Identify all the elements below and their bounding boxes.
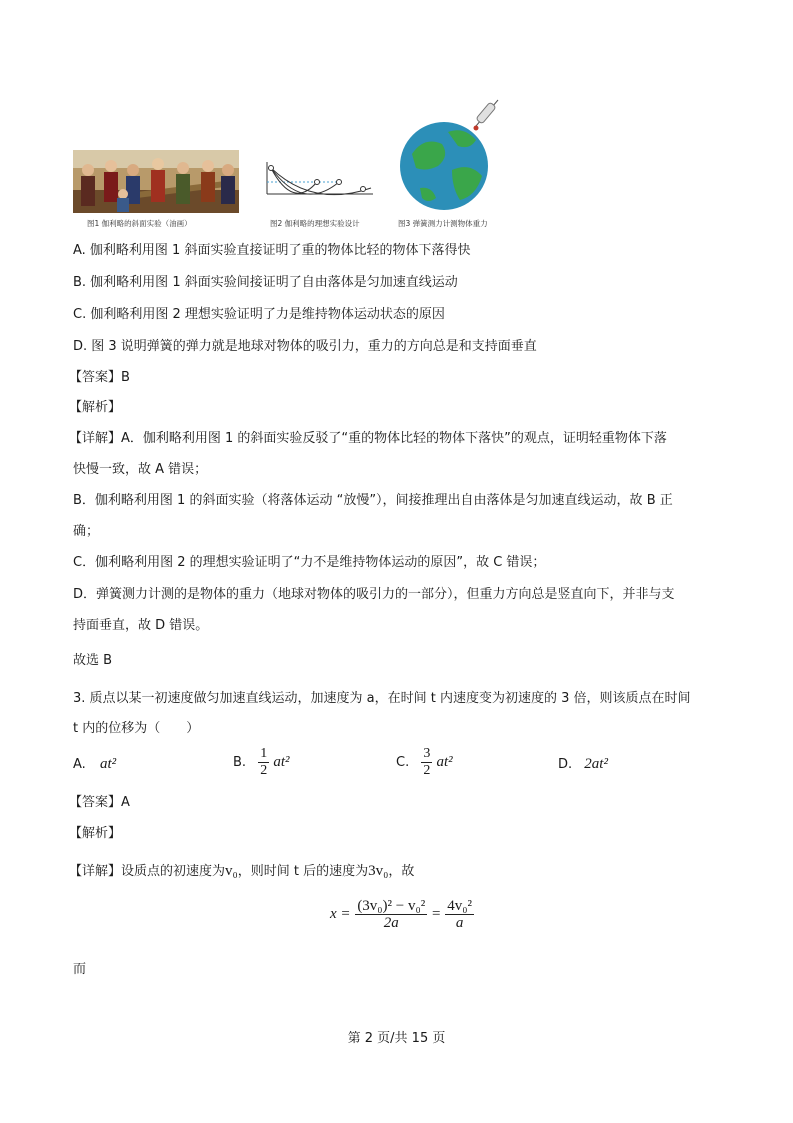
q3-stem-line-2: t 内的位移为（ ） bbox=[73, 721, 200, 736]
q3-option-b-fraction bbox=[258, 746, 269, 779]
q3-option-b-denominator: 2 bbox=[260, 763, 268, 778]
q3-option-c-numerator: 3 bbox=[423, 746, 431, 761]
figure-1-painting bbox=[73, 150, 239, 213]
q2-explain-line-6: D．弹簧测力计测的是物体的重力（地球对物体的吸引力的一部分），但重力方向总是竖直向下，并非与支 bbox=[73, 587, 675, 602]
q3-option-d bbox=[558, 756, 608, 773]
q3-formula-lhs: x = bbox=[330, 906, 351, 922]
q3-formula-equals: = bbox=[432, 906, 441, 922]
figure-1-caption: 图1 伽利略的斜面实验（油画） bbox=[87, 219, 192, 228]
q2-option-d: D. 图 3 说明弹簧的弹力就是地球对物体的吸引力，重力的方向总是和支持面垂直 bbox=[73, 339, 537, 354]
q3-explain-prefix: 【详解】设质点的初速度为 bbox=[69, 864, 226, 879]
q3-formula-denominator-1: 2a bbox=[383, 915, 399, 931]
q2-explain-line-1: 【详解】A．伽利略利用图 1 的斜面实验反驳了“重的物体比轻的物体下落快”的观点，证明轻重物体下落 bbox=[69, 431, 667, 446]
q2-explain-line-5: C．伽利略利用图 2 的理想实验证明了“力不是维持物体运动的原因”，故 C 错误； bbox=[73, 555, 546, 570]
q2-explain-line-3: B．伽利略利用图 1 的斜面实验（将落体运动 “放慢”），间接推理出自由落体是匀加速直线运动，故 B 正 bbox=[73, 493, 673, 508]
page-footer: 第 2 页/共 15 页 bbox=[347, 1031, 446, 1046]
q2-option-c: C. 伽利略利用图 2 理想实验证明了力是维持物体运动状态的原因 bbox=[73, 307, 445, 322]
q3-formula-numerator-1: (3v₀)² − v₀² bbox=[357, 898, 426, 914]
q3-formula-numerator-2: 4v₀² bbox=[447, 898, 472, 914]
q3-option-c-fraction bbox=[421, 746, 432, 779]
q3-option-d-label: D. bbox=[558, 757, 573, 772]
q3-formula-fraction-2 bbox=[445, 898, 474, 931]
q3-explain-line bbox=[69, 861, 414, 882]
q3-tail: 而 bbox=[73, 962, 87, 977]
q3-option-b-numerator: 1 bbox=[260, 746, 268, 761]
q3-option-b-label: B. bbox=[233, 755, 247, 770]
q3-explain-mid: ，则时间 t 后的速度为 bbox=[237, 864, 369, 879]
q3-formula-denominator-2: a bbox=[455, 915, 464, 931]
q2-analysis-label: 【解析】 bbox=[69, 400, 122, 415]
q2-explain-line-2: 快慢一致，故 A 错误； bbox=[73, 462, 208, 477]
q3-option-b bbox=[233, 746, 290, 779]
q3-answer: 【答案】A bbox=[69, 795, 130, 810]
q3-option-c-formula: at² bbox=[436, 754, 453, 770]
q3-stem-line-1: 3. 质点以某一初速度做匀加速直线运动，加速度为 a，在时间 t 内速度变为初速度的 3 倍，则该质点在时间 bbox=[73, 691, 691, 706]
figure-3-earth bbox=[398, 96, 508, 212]
figure-3-caption: 图3 弹簧测力计测物体重力 bbox=[398, 219, 488, 228]
q3-option-a bbox=[73, 756, 116, 773]
q2-conclusion: 故选 B bbox=[73, 653, 113, 668]
q3-option-c-label: C. bbox=[396, 755, 410, 770]
ideal-experiment-diagram bbox=[263, 160, 375, 212]
q3-option-d-formula: 2at² bbox=[584, 756, 608, 772]
q3-option-b-formula: at² bbox=[273, 754, 290, 770]
q3-v0: v₀ bbox=[225, 863, 238, 879]
q3-option-a-formula: at² bbox=[99, 756, 117, 772]
q3-option-a-label: A. bbox=[73, 757, 86, 772]
q3-option-c bbox=[396, 746, 453, 779]
q2-explain-line-4: 确； bbox=[73, 524, 100, 539]
q3-formula-fraction-1 bbox=[355, 898, 427, 931]
q2-option-b: B. 伽利略利用图 1 斜面实验间接证明了自由落体是匀加速直线运动 bbox=[73, 275, 458, 290]
q2-option-a: A. 伽利略利用图 1 斜面实验直接证明了重的物体比轻的物体下落得快 bbox=[73, 243, 471, 258]
figure-2-caption: 图2 伽利略的理想实验设计 bbox=[270, 219, 360, 228]
q2-answer: 【答案】B bbox=[69, 370, 130, 385]
q3-option-c-denominator: 2 bbox=[423, 763, 431, 778]
q3-v3: 3v₀ bbox=[368, 863, 389, 879]
q3-formula bbox=[330, 898, 474, 931]
q3-analysis-label: 【解析】 bbox=[69, 826, 122, 841]
figure-2-diagram bbox=[263, 160, 375, 212]
earth-spring-scale-illustration bbox=[398, 96, 508, 212]
painting-illustration bbox=[73, 150, 239, 213]
q3-explain-suffix: ，故 bbox=[388, 864, 415, 879]
q2-explain-line-7: 持面垂直，故 D 错误。 bbox=[73, 618, 209, 633]
